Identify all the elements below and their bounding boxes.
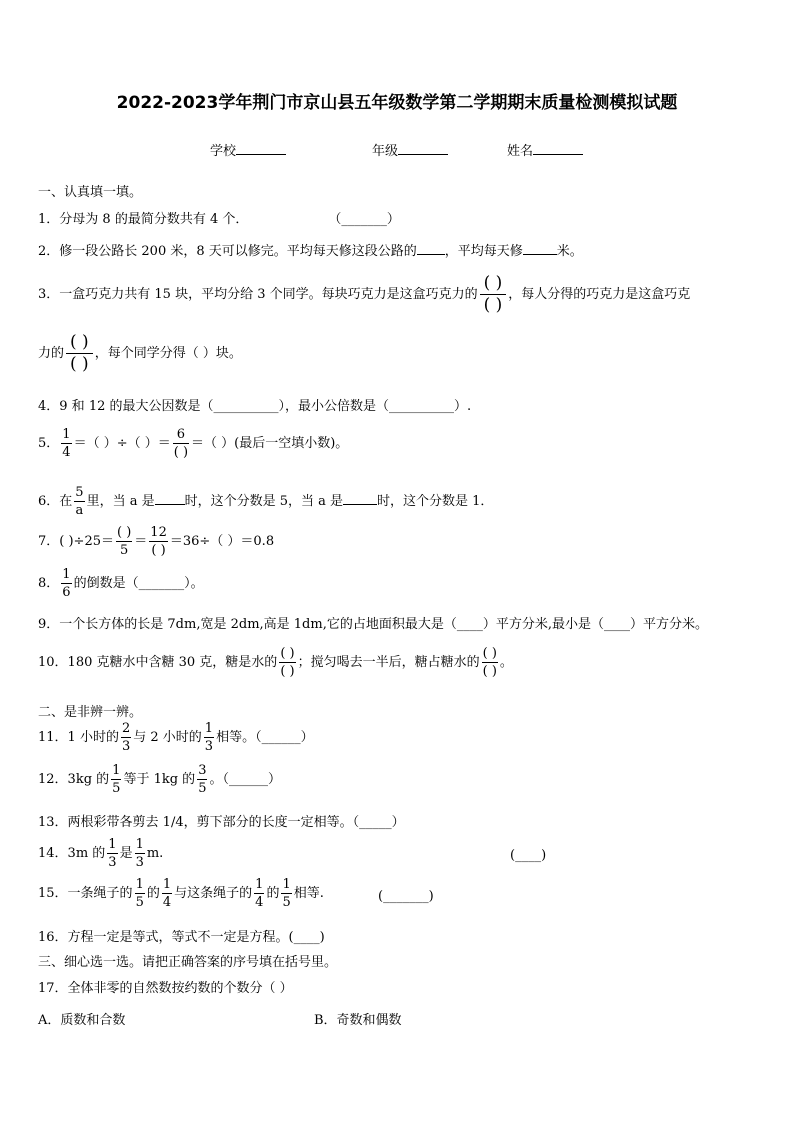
fraction-blank[interactable]: $\frac{12}{( )}$: [150, 525, 167, 558]
question-9: [38, 613, 708, 632]
question-17: [38, 977, 293, 996]
question-3-line-2: [38, 334, 242, 373]
answer-blank[interactable]: [417, 242, 445, 255]
question-text: 的: [266, 886, 280, 901]
question-text: ＝（ ）(最后一空填小数)。: [191, 436, 349, 451]
answer-blank[interactable]: (_______): [378, 889, 434, 904]
school-blank[interactable]: [236, 141, 286, 155]
fraction: $\frac{1}{4}$: [162, 877, 172, 910]
question-text: m.: [146, 846, 164, 861]
question-number: 13．: [38, 815, 68, 830]
question-text: 180 克糖水中含糖 30 克，糖是水的: [67, 655, 278, 670]
section-3-heading: 三、细心选一选。请把正确答案的序号填在括号里。: [38, 955, 338, 970]
question-text: 3m 的: [67, 846, 106, 861]
exam-title: 2022-2023学年荆门市京山县五年级数学第二学期期末质量检测模拟试题: [116, 93, 678, 113]
fraction-blank[interactable]: $\frac{6}{( )}$: [173, 427, 189, 460]
fraction: $\frac{1}{5}$: [112, 763, 121, 796]
question-text: ＝: [134, 534, 148, 549]
question-number: 12．: [38, 772, 68, 787]
option-b[interactable]: B．奇数和偶数: [314, 1013, 402, 1028]
question-text: 等于 1kg 的: [123, 772, 196, 787]
question-number: 2．: [38, 244, 60, 259]
question-text: 与这条绳子的: [174, 886, 253, 901]
question-text: 分母为 8 的最简分数共有 4 个．: [59, 212, 249, 227]
question-number: 10．: [38, 655, 68, 670]
fraction: $\frac{1}{4}$: [62, 427, 71, 460]
question-text: ，平均每天修: [444, 244, 523, 259]
name-field[interactable]: [507, 140, 583, 159]
question-4: [38, 395, 471, 414]
question-number: 9．: [38, 617, 60, 632]
question-text: 里，当 a 是: [86, 494, 155, 509]
question-text: ＝（ ）÷（ ）＝: [73, 436, 171, 451]
question-text[interactable]: 方程一定是等式，等式不一定是方程。(____): [67, 930, 325, 945]
option-a[interactable]: A．质数和合数: [38, 1013, 126, 1028]
answer-blank[interactable]: [155, 492, 185, 505]
question-number: 1．: [38, 212, 60, 227]
question-16: [38, 926, 325, 945]
grade-field[interactable]: [372, 140, 448, 159]
question-8: [38, 568, 204, 599]
question-text: 是: [119, 846, 133, 861]
question-text: 的倒数是（_______）。: [73, 576, 204, 591]
name-blank[interactable]: [533, 141, 583, 155]
question-text: ；搅匀喝去一半后，糖占糖水的: [297, 655, 480, 670]
question-number: 17．: [38, 981, 68, 996]
question-number: 8．: [38, 576, 60, 591]
school-label: 学校: [210, 144, 237, 159]
question-text: ( )÷25＝: [59, 534, 114, 549]
question-2: [38, 240, 583, 259]
question-text: 米。: [556, 244, 583, 259]
question-text: 修一段公路长 200 米，8 天可以修完。平均每天修这段公路的: [59, 244, 417, 259]
fraction-blank[interactable]: $\frac{( )}{( )}$: [482, 646, 497, 679]
question-text: 时，这个分数是 1．: [377, 494, 494, 509]
question-15: [38, 878, 324, 909]
question-6: [38, 486, 493, 517]
question-text: 。: [499, 655, 513, 670]
grade-blank[interactable]: [398, 141, 448, 155]
question-text[interactable]: 。（______）: [209, 772, 281, 787]
section-1-heading: 一、认真填一填。: [38, 185, 143, 200]
fraction: $\frac{1}{3}$: [108, 837, 117, 870]
question-13: [38, 811, 405, 830]
school-field[interactable]: [210, 140, 286, 159]
fraction: $\frac{1}{5}$: [282, 877, 291, 910]
question-text: 与 2 小时的: [133, 730, 202, 745]
question-5: [38, 428, 348, 459]
question-text: 3kg 的: [67, 772, 110, 787]
fraction-blank[interactable]: $\frac{( )}{5}$: [117, 525, 132, 558]
question-1: [38, 208, 400, 227]
question-text: ，每个同学分得（ ）块。: [94, 346, 242, 361]
question-12: [38, 764, 281, 795]
grade-label: 年级: [372, 144, 399, 159]
fraction: $\frac{1}{3}$: [135, 837, 144, 870]
question-number: 6．: [38, 494, 60, 509]
question-number: 3．: [38, 287, 60, 302]
section-2-heading: 二、是非辨一辨。: [38, 705, 143, 720]
question-text: 在: [59, 494, 73, 509]
fraction: $\frac{2}{3}$: [121, 721, 131, 754]
fraction: $\frac{5}{a}$: [75, 485, 84, 518]
question-number: 7．: [38, 534, 60, 549]
question-11: [38, 722, 314, 753]
answer-blank[interactable]: (____): [510, 848, 547, 863]
question-14: [38, 838, 163, 869]
fraction: $\frac{3}{5}$: [198, 763, 207, 796]
question-3-line-1: [38, 275, 690, 314]
question-text: 一条绳子的: [67, 886, 133, 901]
question-number: 4．: [38, 399, 60, 414]
question-text[interactable]: 相等。（______）: [216, 730, 314, 745]
question-number: 14．: [38, 846, 68, 861]
fraction-blank[interactable]: $\frac{( )}{( )}$: [480, 275, 507, 314]
fraction-blank[interactable]: $\frac{( )}{( )}$: [66, 334, 93, 373]
fraction-blank[interactable]: $\frac{( )}{( )}$: [280, 646, 295, 679]
question-text[interactable]: 两根彩带各剪去 1/4，剪下部分的长度一定相等。（_____）: [67, 815, 405, 830]
question-text: 一盒巧克力共有 15 块，平均分给 3 个同学。每块巧克力是这盒巧克力的: [59, 287, 478, 302]
question-number: 16．: [38, 930, 68, 945]
question-text: ＝36÷（ ）＝0.8: [169, 534, 275, 549]
question-text: 9 和 12 的最大公因数是（__________），最小公倍数是（__________）.: [59, 399, 472, 414]
answer-blank[interactable]: [343, 492, 377, 505]
question-text: 1 小时的: [67, 730, 119, 745]
question-text: 时，这个分数是 5，当 a 是: [184, 494, 344, 509]
question-text: 相等.: [293, 886, 324, 901]
question-10: [38, 647, 513, 678]
fraction: $\frac{1}{5}$: [135, 877, 144, 910]
fraction: $\frac{1}{3}$: [204, 721, 214, 754]
name-label: 姓名: [507, 144, 534, 159]
fraction: $\frac{1}{4}$: [255, 877, 264, 910]
question-number: 5．: [38, 436, 60, 451]
question-7: [38, 526, 274, 557]
question-text: 一个长方体的长是 7dm,宽是 2dm,高是 1dm,它的占地面积最大是（____）平方分米,最小是（____）平方分米。: [59, 617, 708, 632]
question-text: 力的: [38, 346, 65, 361]
answer-blank[interactable]: [523, 242, 557, 255]
question-text: ，每人分得的巧克力是这盒巧克: [508, 287, 691, 302]
question-number: 11．: [38, 730, 68, 745]
question-text: 的: [146, 886, 160, 901]
question-text: 全体非零的自然数按约数的个数分（ ）: [67, 981, 293, 996]
answer-blank[interactable]: （_______）: [328, 212, 400, 227]
question-number: 15．: [38, 886, 68, 901]
fraction: $\frac{1}{6}$: [62, 567, 71, 600]
